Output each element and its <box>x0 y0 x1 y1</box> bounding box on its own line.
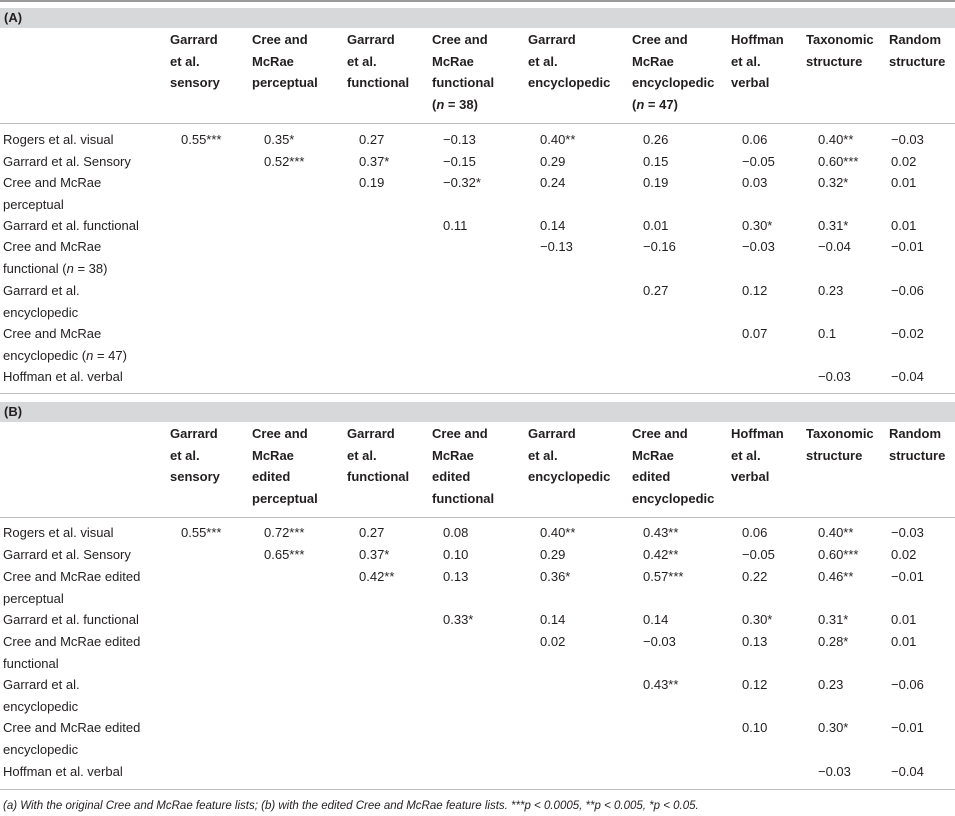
column-header: McRae <box>432 53 474 69</box>
table-cell: 0.43** <box>643 677 679 692</box>
row-label: encyclopedic <box>3 304 79 320</box>
column-header: Hoffman <box>731 426 784 441</box>
table-cell: −0.01 <box>891 720 924 735</box>
row-label: Garrard et al. Sensory <box>3 154 131 169</box>
column-header: Cree and <box>252 32 308 47</box>
table-cell: 0.19 <box>643 175 669 190</box>
column-header: et al. <box>170 53 200 69</box>
table-cell: −0.15 <box>443 154 476 169</box>
table-cell: −0.04 <box>891 369 924 384</box>
table-cell: 0.46** <box>818 569 854 584</box>
table-cell: 0.29 <box>540 547 566 562</box>
column-header: sensory <box>170 469 220 484</box>
table-cell: 0.23 <box>818 283 844 298</box>
table-cell: 0.14 <box>540 218 566 233</box>
row-label: Cree and McRae edited <box>3 569 141 584</box>
table-cell: 0.37* <box>359 547 390 562</box>
table-cell: 0.36* <box>540 569 571 584</box>
table-cell: 0.42** <box>643 547 679 562</box>
column-header: perceptual <box>252 490 318 506</box>
column-header: (n = 38) <box>432 96 478 112</box>
column-header: structure <box>889 53 946 69</box>
column-header: et al. <box>528 53 558 69</box>
row-label: encyclopedic (n = 47) <box>3 347 127 363</box>
table-cell: 0.30* <box>742 612 773 627</box>
column-header: functional <box>347 469 410 484</box>
column-header: encyclopedic <box>632 75 715 90</box>
table-cell: 0.30* <box>742 218 773 233</box>
table-cell: 0.03 <box>742 175 768 190</box>
table-cell: 0.06 <box>742 525 768 540</box>
table-cell: 0.43** <box>643 525 679 540</box>
table-cell: 0.30* <box>818 720 849 735</box>
column-header: McRae <box>632 447 674 463</box>
table-cell: 0.10 <box>742 720 768 735</box>
table-cell: 0.28* <box>818 634 849 649</box>
table-cell: 0.37* <box>359 154 390 169</box>
table-cell: −0.13 <box>540 239 573 254</box>
table-cell: 0.24 <box>540 175 566 190</box>
column-header: Random <box>889 32 941 47</box>
table-cell: 0.07 <box>742 326 768 341</box>
top-rule <box>0 0 955 2</box>
table-cell: 0.40** <box>540 132 576 147</box>
table-cell: −0.16 <box>643 239 676 254</box>
table-cell: 0.01 <box>891 218 917 233</box>
table-cell: −0.01 <box>891 569 924 584</box>
table-cell: 0.42** <box>359 569 395 584</box>
column-header: Cree and <box>252 426 308 441</box>
column-header: McRae <box>432 447 474 463</box>
table-cell: 0.06 <box>742 132 768 147</box>
table-cell: 0.01 <box>891 612 917 627</box>
row-label: perceptual <box>3 590 64 606</box>
column-header: edited <box>632 469 671 484</box>
column-header: Cree and <box>432 426 488 441</box>
table-cell: −0.04 <box>891 764 924 779</box>
panel-label: (A) <box>0 8 955 28</box>
column-header: edited <box>252 469 291 484</box>
table-cell: 0.40** <box>818 132 854 147</box>
column-header: encyclopedic <box>528 75 611 90</box>
row-label: Hoffman et al. verbal <box>3 764 123 779</box>
table-cell: −0.02 <box>891 326 924 341</box>
row-label: Cree and McRae edited <box>3 720 141 735</box>
table-cell: −0.13 <box>443 132 476 147</box>
column-header: verbal <box>731 75 770 90</box>
header-rule <box>0 123 955 124</box>
column-header: Garrard <box>170 32 218 47</box>
table-cell: 0.31* <box>818 612 849 627</box>
table-cell: 0.02 <box>891 547 917 562</box>
table-cell: 0.02 <box>540 634 566 649</box>
column-header: Garrard <box>347 426 395 441</box>
table-cell: 0.13 <box>443 569 469 584</box>
table-cell: 0.57*** <box>643 569 684 584</box>
table-cell: −0.32* <box>443 175 481 190</box>
table-cell: 0.31* <box>818 218 849 233</box>
row-label: Garrard et al. functional <box>3 612 139 627</box>
table-cell: 0.08 <box>443 525 469 540</box>
column-header: structure <box>806 53 863 69</box>
table-cell: 0.65*** <box>264 547 305 562</box>
column-header: et al. <box>170 447 200 463</box>
table-cell: 0.27 <box>359 132 385 147</box>
table-cell: 0.27 <box>643 283 669 298</box>
row-label: Garrard et al. <box>3 283 80 298</box>
column-header: McRae <box>252 447 294 463</box>
table-cell: 0.55*** <box>181 132 222 147</box>
table-cell: −0.03 <box>818 764 851 779</box>
table-cell: −0.03 <box>818 369 851 384</box>
column-header: et al. <box>731 447 761 463</box>
table-cell: 0.1 <box>818 326 837 341</box>
column-header: Hoffman <box>731 32 784 47</box>
row-label: Cree and McRae <box>3 326 102 341</box>
row-label: Cree and McRae <box>3 239 102 254</box>
table-cell: −0.06 <box>891 677 924 692</box>
table-cell: 0.22 <box>742 569 768 584</box>
table-cell: 0.14 <box>643 612 669 627</box>
column-header: structure <box>889 447 946 463</box>
column-header: McRae <box>252 53 294 69</box>
table-cell: −0.05 <box>742 547 775 562</box>
column-header: Taxonomic <box>806 32 874 47</box>
table-cell: 0.60*** <box>818 547 859 562</box>
row-label: perceptual <box>3 196 64 212</box>
column-header: Cree and <box>432 32 488 47</box>
table-cell: 0.27 <box>359 525 385 540</box>
column-header: perceptual <box>252 75 318 90</box>
column-header: et al. <box>731 53 761 69</box>
column-header: et al. <box>347 447 377 463</box>
column-header: encyclopedic <box>632 490 715 506</box>
column-header: encyclopedic <box>528 469 611 484</box>
column-header: edited <box>432 469 471 484</box>
table-cell: −0.04 <box>818 239 851 254</box>
table-cell: 0.10 <box>443 547 469 562</box>
panel-bottom-rule <box>0 789 955 790</box>
column-header: functional <box>432 490 495 506</box>
row-label: Rogers et al. visual <box>3 525 114 540</box>
column-header: Garrard <box>528 32 576 47</box>
table-cell: −0.03 <box>891 525 924 540</box>
table-cell: 0.19 <box>359 175 385 190</box>
column-header: et al. <box>347 53 377 69</box>
table-cell: 0.12 <box>742 677 768 692</box>
table-cell: −0.05 <box>742 154 775 169</box>
table-cell: 0.29 <box>540 154 566 169</box>
table-cell: 0.33* <box>443 612 474 627</box>
column-header: Random <box>889 426 941 441</box>
panel-bottom-rule <box>0 393 955 394</box>
row-label: Garrard et al. <box>3 677 80 692</box>
column-header: (n = 47) <box>632 96 678 112</box>
column-header: verbal <box>731 469 770 484</box>
column-header: Cree and <box>632 32 688 47</box>
table-cell: −0.03 <box>643 634 676 649</box>
column-header: et al. <box>528 447 558 463</box>
column-header: functional <box>432 75 495 90</box>
row-label: Garrard et al. Sensory <box>3 547 131 562</box>
row-label: encyclopedic <box>3 698 79 714</box>
table-cell: 0.11 <box>443 218 468 233</box>
column-header: Garrard <box>528 426 576 441</box>
table-cell: −0.06 <box>891 283 924 298</box>
column-header: Cree and <box>632 426 688 441</box>
table-cell: 0.26 <box>643 132 669 147</box>
table-cell: 0.23 <box>818 677 844 692</box>
table-cell: 0.60*** <box>818 154 859 169</box>
column-header: Garrard <box>170 426 218 441</box>
table-cell: 0.40** <box>540 525 576 540</box>
table-cell: 0.13 <box>742 634 768 649</box>
row-label: encyclopedic <box>3 741 79 757</box>
table-cell: 0.12 <box>742 283 768 298</box>
table-cell: 0.01 <box>643 218 669 233</box>
table-cell: −0.03 <box>742 239 775 254</box>
row-label: Rogers et al. visual <box>3 132 114 147</box>
table-cell: 0.35* <box>264 132 295 147</box>
table-cell: 0.02 <box>891 154 917 169</box>
table-cell: 0.40** <box>818 525 854 540</box>
table-footnote: (a) With the original Cree and McRae feature lists; (b) with the edited Cree and McRae feature lists. ***p < 0.0005, **p < 0.005, *p < 0.05. <box>3 800 699 812</box>
table-cell: 0.72*** <box>264 525 305 540</box>
table-cell: −0.03 <box>891 132 924 147</box>
column-header: McRae <box>632 53 674 69</box>
table-cell: −0.01 <box>891 239 924 254</box>
column-header: functional <box>347 75 410 90</box>
row-label: Cree and McRae <box>3 175 102 190</box>
table-cell: 0.01 <box>891 175 917 190</box>
panel-label: (B) <box>0 402 955 422</box>
table-cell: 0.32* <box>818 175 849 190</box>
table-cell: 0.14 <box>540 612 566 627</box>
table-cell: 0.52*** <box>264 154 305 169</box>
header-rule <box>0 517 955 518</box>
row-label: Garrard et al. functional <box>3 218 139 233</box>
column-header: Garrard <box>347 32 395 47</box>
column-header: sensory <box>170 75 220 90</box>
row-label: Hoffman et al. verbal <box>3 369 123 384</box>
table-cell: 0.01 <box>891 634 917 649</box>
column-header: Taxonomic <box>806 426 874 441</box>
table-cell: 0.55*** <box>181 525 222 540</box>
table-cell: 0.15 <box>643 154 669 169</box>
row-label: functional <box>3 655 59 671</box>
row-label: functional (n = 38) <box>3 260 108 276</box>
row-label: Cree and McRae edited <box>3 634 141 649</box>
column-header: structure <box>806 447 863 463</box>
